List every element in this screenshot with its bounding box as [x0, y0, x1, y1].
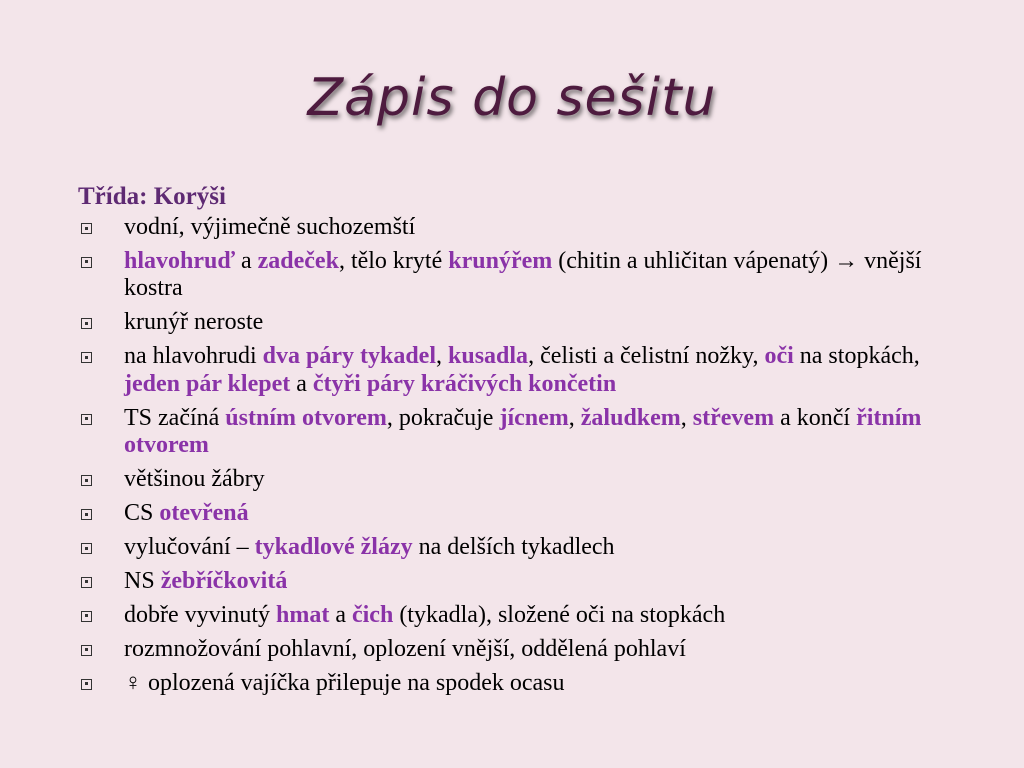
highlighted-term: čtyři páry kráčivých končetin	[312, 370, 617, 397]
highlighted-term: kusadla	[448, 343, 529, 370]
list-item	[78, 214, 978, 242]
highlighted-term: oči	[764, 343, 794, 370]
highlighted-term: tykadlové žlázy	[254, 534, 413, 561]
item-text: na hlavohrudi	[124, 343, 263, 370]
highlighted-term: hmat	[275, 601, 330, 628]
highlighted-term: žebříčkovitá	[160, 567, 288, 594]
list-item	[78, 466, 978, 494]
square-bullet-icon	[81, 257, 92, 268]
square-bullet-icon	[81, 318, 92, 329]
item-text: dobře vyvinutý	[124, 601, 276, 628]
highlighted-term: řitním otvorem	[124, 404, 922, 459]
square-bullet-icon	[81, 679, 92, 690]
highlighted-term: jícnem	[499, 404, 569, 431]
item-text: ,	[436, 343, 448, 370]
item-text: na delších tykadlech	[412, 534, 615, 561]
item-text: ,	[568, 404, 581, 431]
slide-content	[78, 180, 978, 703]
highlighted-term: dva páry tykadel	[262, 343, 436, 370]
list-item	[78, 534, 978, 562]
square-bullet-icon	[81, 577, 92, 588]
section-heading: Třída: Korýši	[78, 183, 226, 210]
list-item	[78, 602, 978, 630]
square-bullet-icon	[81, 543, 92, 554]
square-bullet-icon	[81, 611, 92, 622]
list-item	[78, 636, 978, 664]
item-text: (tykadla), složené oči na stopkách	[393, 601, 726, 628]
item-text: a	[329, 601, 352, 628]
item-text: a končí	[774, 404, 857, 431]
highlighted-term: střevem	[692, 404, 775, 431]
item-text: , pokračuje	[386, 404, 500, 431]
item-text: krunýř neroste	[124, 309, 264, 336]
item-text: CS	[124, 500, 160, 527]
slide-title: Zápis do sešitu	[307, 68, 717, 128]
highlighted-term: zadeček	[257, 247, 339, 274]
item-text: vodní, výjimečně suchozemští	[124, 214, 416, 240]
list-item	[78, 309, 978, 337]
item-text: NS	[124, 567, 161, 594]
list-item	[78, 568, 978, 596]
highlighted-term: otevřená	[159, 500, 249, 527]
item-text: , tělo kryté	[338, 247, 449, 274]
item-text: ,	[680, 404, 693, 431]
list-item	[78, 405, 978, 460]
list-item	[78, 248, 978, 303]
list-item	[78, 670, 978, 698]
list-item	[78, 343, 978, 398]
item-text: (chitin a uhličitan vápenatý) → vnější kostra	[124, 247, 922, 302]
bullet-list	[78, 214, 978, 697]
item-text: většinou žábry	[124, 466, 265, 493]
item-text: a	[290, 370, 313, 397]
square-bullet-icon	[81, 352, 92, 363]
highlighted-term: krunýřem	[448, 247, 553, 274]
highlighted-term: ústním otvorem	[225, 404, 387, 431]
item-text: na stopkách,	[793, 343, 920, 370]
item-text: TS začíná	[124, 404, 226, 431]
square-bullet-icon	[81, 475, 92, 486]
item-text: a	[234, 247, 258, 274]
item-text: vylučování –	[124, 534, 255, 561]
highlighted-term: jeden pár klepet	[124, 370, 291, 397]
square-bullet-icon	[81, 645, 92, 656]
highlighted-term: hlavohruď	[124, 247, 235, 274]
square-bullet-icon	[81, 414, 92, 425]
item-text: , čelisti a čelistní nožky,	[528, 343, 765, 370]
square-bullet-icon	[81, 509, 92, 520]
item-text: rozmnožování pohlavní, oplození vnější, oddělená pohlaví	[124, 635, 686, 662]
highlighted-term: žaludkem	[580, 404, 681, 431]
list-item	[78, 500, 978, 528]
square-bullet-icon	[81, 223, 92, 234]
highlighted-term: čich	[351, 601, 394, 628]
item-text: ♀ oplozená vajíčka přilepuje na spodek ocasu	[124, 669, 565, 696]
